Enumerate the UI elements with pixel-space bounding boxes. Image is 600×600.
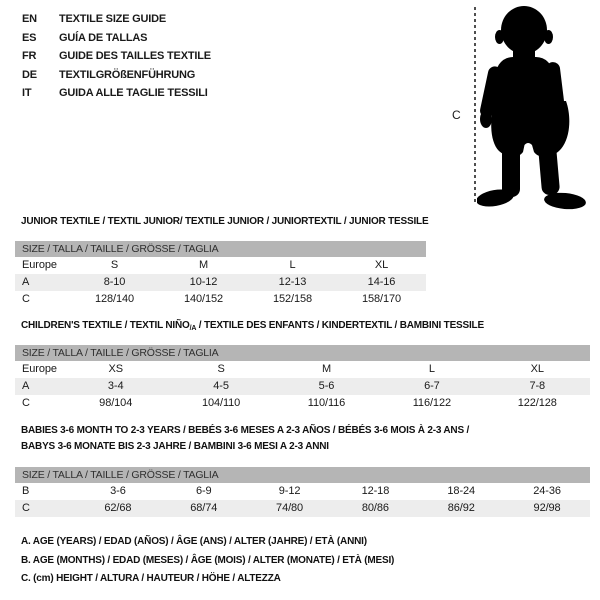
- table-cell: XL: [530, 363, 544, 375]
- table-row: [15, 345, 590, 361]
- table-cell: 140/152: [183, 293, 224, 305]
- babies-size-table: [15, 467, 590, 517]
- table-cell: 3-6: [110, 485, 126, 497]
- table-cell: 116/122: [412, 397, 451, 409]
- table-cell: 158/170: [361, 293, 402, 305]
- table-cell: 3-4: [63, 378, 168, 395]
- height-measure-dotted-line: [474, 7, 476, 205]
- table-row: [15, 274, 426, 291]
- title-text: / TEXTILE DES ENFANTS / KINDERTEXTIL / BAMBINI TESSILE: [196, 320, 484, 331]
- row-label: Europe: [22, 259, 57, 271]
- table-row: [15, 483, 590, 500]
- table-cell: S: [217, 363, 225, 375]
- list-item: [22, 66, 211, 85]
- table-cell: 10-12: [159, 274, 248, 291]
- list-item: [22, 29, 211, 48]
- language-code: EN: [22, 13, 37, 25]
- table-row: [15, 257, 426, 274]
- table-cell: 98/104: [99, 397, 133, 409]
- language-label: GUÍA DE TALLAS: [59, 31, 148, 44]
- table-cell: 86/92: [418, 500, 504, 517]
- junior-table-title: JUNIOR TEXTILE / TEXTIL JUNIOR/ TEXTILE JUNIOR / JUNIORTEXTIL / JUNIOR TESSILE: [21, 216, 429, 227]
- row-label: A: [15, 274, 70, 291]
- table-cell: 7-8: [485, 378, 590, 395]
- measure-c-label: C: [452, 108, 461, 122]
- table-cell: 12-18: [361, 485, 390, 497]
- row-label: A: [15, 378, 63, 395]
- table-row: [15, 291, 426, 308]
- language-guide-list: [22, 10, 211, 103]
- footnote-a: A. AGE (YEARS) / EDAD (AÑOS) / ÂGE (ANS) / ALTER (JAHRE) / ETÀ (ANNI): [21, 536, 367, 547]
- table-cell: 122/128: [517, 397, 557, 409]
- table-cell: XS: [108, 363, 123, 375]
- table-cell: 5-6: [274, 378, 379, 395]
- language-code: DE: [22, 68, 37, 81]
- table-cell: 4-5: [168, 378, 273, 395]
- list-item: [22, 84, 211, 103]
- table-cell: 80/86: [332, 500, 418, 517]
- table-row: [15, 467, 590, 483]
- table-cell: 104/110: [201, 397, 241, 409]
- row-label: C: [15, 500, 75, 517]
- table-cell: 14-16: [337, 274, 426, 291]
- babies-table-title: [21, 423, 469, 455]
- language-label: TEXTILE SIZE GUIDE: [59, 13, 167, 25]
- table-cell: 9-12: [278, 485, 301, 497]
- table-row: [15, 241, 426, 257]
- table-cell: 18-24: [447, 485, 476, 497]
- list-item: [22, 47, 211, 66]
- list-item: [22, 10, 211, 29]
- table-cell: L: [289, 259, 296, 271]
- title-line-2: BABYS 3-6 MONATE BIS 2-3 JAHRE / BAMBINI 3-6 MESI A 2-3 ANNI: [21, 441, 329, 452]
- row-label: C: [22, 397, 30, 409]
- footnote-b: B. AGE (MONTHS) / EDAD (MESES) / ÂGE (MOIS) / ALTER (MONATE) / ETÀ (MESI): [21, 554, 395, 566]
- table-cell: 12-13: [248, 274, 337, 291]
- table-cell: 74/80: [247, 500, 333, 517]
- table-row: [15, 395, 590, 412]
- language-code: IT: [22, 87, 32, 100]
- table-cell: M: [321, 363, 332, 375]
- row-label: Europe: [22, 363, 57, 375]
- language-code: ES: [22, 31, 37, 44]
- table-row: [15, 361, 590, 378]
- table-cell: XL: [374, 259, 389, 271]
- table-cell: 128/140: [94, 293, 135, 305]
- table-row: [15, 500, 590, 517]
- table-cell: 62/68: [75, 500, 161, 517]
- table-cell: L: [428, 363, 435, 375]
- title-line-1: BABIES 3-6 MONTH TO 2-3 YEARS / BEBÉS 3-6 MESES A 2-3 AÑOS / BÉBÉS 3-6 MOIS À 2-3 ANS /: [21, 425, 470, 436]
- row-label: B: [22, 485, 30, 497]
- toddler-silhouette-icon: [477, 2, 599, 212]
- table-cell: 110/116: [307, 397, 346, 409]
- footnotes: [21, 533, 394, 589]
- table-cell: 24-36: [533, 485, 561, 497]
- table-cell: 92/98: [504, 500, 590, 517]
- table-cell: 6-7: [379, 378, 484, 395]
- table-cell: 8-10: [70, 274, 159, 291]
- language-code: FR: [22, 50, 37, 63]
- language-label: TEXTILGRÖßENFÜHRUNG: [59, 68, 196, 81]
- footnote-c: C. (cm) HEIGHT / ALTURA / HAUTEUR / HÖHE / ALTEZZA: [21, 573, 281, 585]
- junior-size-table: [15, 241, 426, 308]
- children-table-title: [21, 320, 484, 332]
- table-cell: M: [198, 259, 209, 271]
- row-label: C: [22, 293, 30, 305]
- language-label: GUIDA ALLE TAGLIE TESSILI: [59, 87, 208, 100]
- table-cell: 6-9: [195, 485, 212, 497]
- language-label: GUIDE DES TAILLES TEXTILE: [59, 50, 211, 63]
- size-header-cell: SIZE / TALLA / TAILLE / GRÖSSE / TAGLIA: [15, 345, 590, 361]
- table-cell: S: [110, 259, 119, 271]
- table-cell: 68/74: [161, 500, 247, 517]
- table-row: [15, 378, 590, 395]
- title-text: CHILDREN'S TEXTILE / TEXTIL NIÑO: [21, 320, 190, 331]
- children-size-table: [15, 345, 590, 412]
- table-cell: 152/158: [272, 293, 313, 305]
- title-subscript: /A: [189, 325, 197, 332]
- size-header-cell: SIZE / TALLA / TAILLE / GRÖSSE / TAGLIA: [15, 467, 590, 483]
- size-header-cell: SIZE / TALLA / TAILLE / GRÖSSE / TAGLIA: [15, 241, 426, 257]
